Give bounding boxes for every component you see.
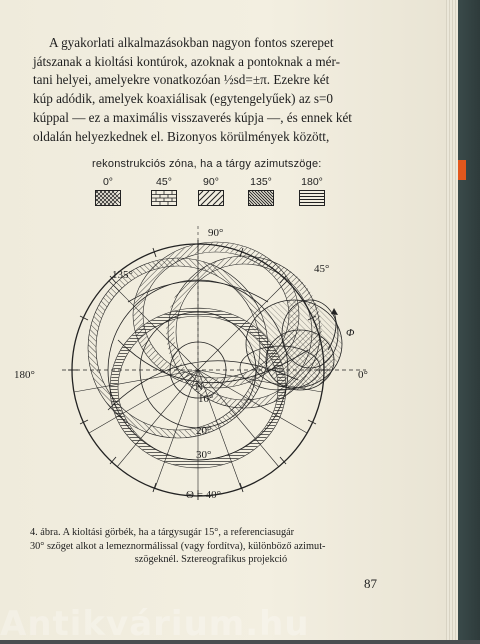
legend-item-180 [292,176,332,206]
cover-accent-stripe [458,160,466,180]
legend-label: 0° [102,176,114,188]
legend-label: 90° [203,176,219,188]
legend-swatch-horizontal [299,190,325,206]
label-n: N [195,381,203,393]
legend-title: rekonstrukciós zóna, ha a tárgy azimutszöge: [92,158,322,170]
paragraph-line: oldalán helyezkednek el. Bizonyos körülmények között, [33,128,330,144]
legend-swatch-dense-diagonal [248,190,274,206]
paragraph-line: játszanak a kioltási kontúrok, azoknak a pontoknak a mér- [33,53,340,69]
page-number: 87 [364,576,377,591]
label-theta-20: 20° [196,425,212,437]
legend-label: 45° [156,176,172,188]
caption-line: 4. ábra. A kioltási görbék, ha a tárgysugár 15°, a referenciasugár [30,527,295,538]
label-180: 180° [14,369,35,381]
body-paragraph [33,34,389,146]
legend-swatch-diagonal [198,190,224,206]
label-135: 135° [112,269,133,281]
paragraph-line: kúp adódik, amelyek koaxiálisak (egytengelyűek) az s=0 [33,91,334,107]
legend-item-45 [144,176,184,206]
label-90: 90° [208,227,224,239]
label-phi: Φ [346,327,355,339]
caption-line: 30° szöget alkot a lemeznormálissal (vagy fordítva), különböző azimut- [30,540,326,552]
stereographic-projection-figure [14,220,400,520]
figure-caption [30,526,392,567]
phi-arrowhead [331,308,338,315]
label-0: 0° [358,369,368,381]
label-theta-40: Θ = 40° [186,489,222,501]
legend-item-90 [191,176,231,206]
legend-swatch-brick [151,190,177,206]
legend-item-135 [241,176,281,206]
paragraph-line: kúppal — ez a maximális visszaverés kúpja —, és ennek két [33,109,352,125]
label-theta-10: 10° [198,393,214,405]
legend-swatch-crosshatch [95,190,121,206]
label-45: 45° [314,263,330,275]
page-stack-edge [446,0,458,640]
legend-label: 180° [301,176,323,188]
caption-line: szögeknél. Sztereografikus projekció [134,554,288,565]
paragraph-line: A gyakorlati alkalmazásokban nagyon fontos szerepet [49,35,334,50]
legend-item-0 [88,176,128,206]
legend-label: 135° [250,176,272,188]
book-cover [458,0,480,640]
label-theta-30: 30° [196,449,212,461]
watermark: Antikvárium.hu [0,604,310,644]
paragraph-line: tani helyei, amelyekre vonatkozóan ½sd=±π. Ezekre két [33,72,330,88]
